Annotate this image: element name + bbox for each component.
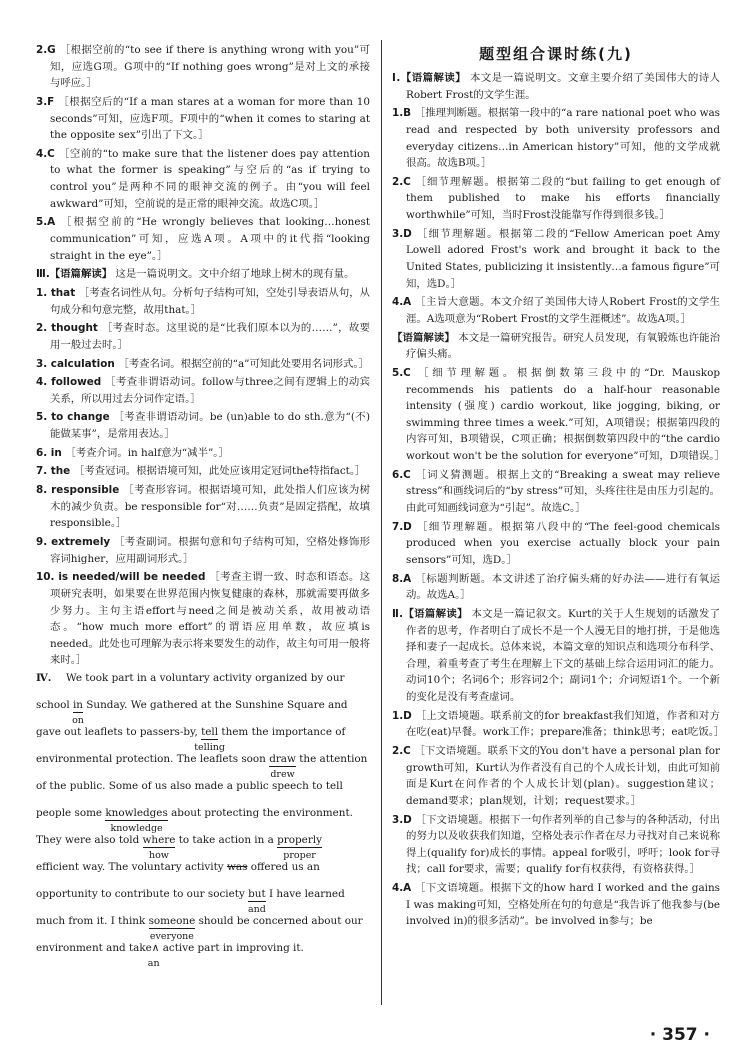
section-label: 【语篇解读】 — [400, 72, 467, 84]
item-number: 7. — [36, 465, 51, 478]
item-number: 8. — [36, 484, 52, 497]
section-text: 这是一篇说明文。文中介绍了地球上树木的现有量。 — [112, 268, 355, 281]
item-text: ［考查主谓一致、时态和语态。这项研究表明，如果要在世界范围内恢复健康的森林，那就需要再做多少努力。主句主语effort与need之间是被动关系，故用被动语态。“how much more effort”的谓语应用单数，故应填is needed。此处也可理解为表示将来要发生的动作，故主句可用一般将来时。］ — [50, 571, 371, 667]
item-text: ［考查形容词。根据语境可知，此处指人们应该为树木的减少负责。be responsible for“对……负责”是固定搭配，故填responsible。］ — [50, 484, 370, 530]
underlined-error: knowledges knowledge — [105, 807, 168, 835]
deleted-word: was — [226, 861, 248, 874]
answer-word: the — [50, 465, 74, 478]
item-text: ［主旨大意题。本文介绍了美国伟大诗人Robert Frost的文学生涯。A选项意为“Robert Frost的文学生涯概述”。故选A项。］ — [406, 296, 721, 325]
correction-word: how — [148, 850, 169, 862]
answer-item-l3 — [36, 94, 370, 144]
answer-word: that — [50, 286, 79, 299]
text-run: active part in improving it. — [159, 942, 304, 955]
answer-word: thought — [51, 322, 102, 335]
text-run: of the public. Some of us also made a public speech to tell — [36, 780, 343, 793]
text-run: They were also told — [36, 834, 143, 847]
item-text: ［空前的“to make sure that the listener does pay attention to what the former is speaking”与空后的“as if trying to control you”是两种不同的眼神交流的例子。由“you will feel awkward”可知，空前说的是正常的眼神交流。故选C项。］ — [50, 147, 370, 210]
answer-item-r4 — [392, 294, 720, 327]
item-text: ［细节理解题。根据倒数第三段中的“Dr. Mauskop recommends his patients do a half-hour reasonable intensity (强度) cardio workout, like jogging, biking, or swimming three times a week.”可知，A项错误；根据第四段的内容可知，B项错误，C项正确；根据倒数第四段中的“the cardio workout won't be the solution for everyone”可知，D项错误。］ — [406, 366, 725, 463]
answer-word: in — [50, 446, 66, 459]
underlined-error: draw drew — [269, 753, 296, 781]
answer-item-s4 — [36, 374, 370, 407]
answer-item-s2 — [36, 320, 370, 353]
item-number: 9. — [36, 535, 52, 548]
answer-item-r2 — [392, 174, 720, 224]
answer-word: is needed/will be needed — [58, 571, 210, 584]
answer-item-s5 — [36, 409, 370, 442]
text-run: to take action in a — [175, 834, 278, 847]
item-text: ［考查非谓语动词。be (un)able to do sth.意为“(不)能做某事”，是常用表达。］ — [50, 411, 370, 441]
text-run: environmental protection. The leaflets soon — [36, 753, 270, 766]
answer-item-s3 — [36, 356, 370, 373]
item-number: 1.D — [392, 709, 416, 722]
correction-word: on — [72, 715, 84, 727]
item-text: ［上文语境题。联系前文的for breakfast我们知道，作者和对方在吃(eat)早餐。work工作；prepare准备；think思考；eat吃饭。］ — [406, 709, 725, 739]
item-text: ［下文语境题。根据下一句作者列举的自己参与的各种活动，付出的努力以及收获我们知道，空格处表示作者在尽力寻找对自己来说称得上(qualify for)成长的事情。appeal for吸引，呼吁；look for寻找；call for要求，需要；qualify for有权获得，有资格获得。］ — [406, 813, 721, 876]
item-text: ［细节理解题。根据第二段的“but failing to get enough of them published to make his efforts financially worthwhile”可知，当时Frost没能靠写作得到很多钱。］ — [406, 175, 721, 222]
text-run: efficient way. The voluntary activity — [36, 861, 227, 874]
item-number: 3.F — [36, 95, 59, 108]
item-number: 2.C — [392, 175, 416, 188]
page-number: · 357 · — [649, 1025, 710, 1045]
item-number: 1.B — [392, 107, 415, 120]
text-run: people some — [36, 807, 106, 820]
item-text: ［根据空前的“He wrongly believes that looking…honest communication”可知，应选A项。A项中的it代指“looking straight in the eye”。］ — [50, 216, 370, 262]
answer-item-s1 — [36, 285, 370, 318]
section-text: 本文是一篇说明文。文章主要介绍了美国伟大的诗人Robert Frost的文学生涯。 — [406, 72, 720, 101]
item-number: 4. — [36, 376, 52, 389]
item-text: ［标题判断题。本文讲述了治疗偏头痛的好办法——进行有氧运动。故选A。］ — [406, 572, 721, 602]
text-run: should be concerned about our — [195, 915, 363, 928]
correction-word: knowledge — [110, 823, 163, 835]
correction-word: and — [247, 904, 266, 916]
section-text: 本文是一篇记叙文。Kurt的关于人生规划的话激发了作者的思考，作者明白了成长不是一个人漫无目的地打拼，于是他选择和妻子一起成长。总体来说，本篇文章的知识点和选项分布科学、合理，着重考查了考生在理解上下文的基础上综合运用词汇的能力。动词10个；名词6个；形容词2个；副词1个；介词短语1个。一个新的变化是没有考查虚词。 — [406, 607, 721, 704]
underlined-error: where how — [142, 834, 176, 862]
item-number: 1. — [36, 286, 51, 299]
text-run: Sunday. We gathered at the Sunshine Square and — [83, 699, 348, 712]
correction-line — [36, 698, 370, 725]
underlined-error: properly proper — [277, 834, 322, 862]
text-run: We took part in a voluntary activity organized by our — [66, 672, 345, 685]
section-label: 【语篇解读】 — [392, 331, 455, 344]
item-number: 2.G — [36, 44, 60, 56]
underlined-error: tell telling — [194, 726, 225, 754]
correction-line — [36, 860, 370, 887]
section-label: 【语篇解读】 — [49, 268, 113, 281]
section-label: 【语篇解读】 — [403, 607, 468, 620]
correction-word: everyone — [149, 931, 194, 943]
correction-line — [36, 806, 370, 833]
text-run: them the importance of — [218, 726, 346, 739]
answer-word: extremely — [51, 535, 115, 548]
correction-word: proper — [283, 850, 316, 862]
answer-item-r1 — [392, 105, 720, 172]
underlined-error: in on — [72, 699, 84, 727]
section-3-header — [36, 266, 370, 283]
item-number: 7.D — [392, 520, 417, 533]
correction-line — [36, 887, 370, 914]
item-text: ［考查副词。根据句意和句子结构可知，空格处修饰形容词higher，应用副词形式。］ — [50, 535, 371, 565]
item-number: 3.D — [392, 227, 417, 240]
answer-item-r7 — [392, 519, 720, 569]
item-number: 5.C — [392, 366, 419, 379]
section-2-header — [392, 606, 720, 706]
correction-line — [36, 725, 370, 752]
text-run: the attention — [295, 753, 368, 766]
text-run: opportunity to contribute to our society — [36, 888, 249, 901]
answer-item-s7 — [36, 463, 370, 480]
answer-item-r6 — [392, 467, 720, 517]
section-number: Ⅳ. — [36, 672, 52, 685]
item-number: 10. — [36, 571, 59, 584]
answer-item-l2 — [36, 42, 370, 92]
item-number: 6.C — [392, 468, 416, 481]
answer-item-s10 — [36, 569, 370, 669]
title-text: 题型组合课时练(九) — [479, 45, 633, 63]
item-number: 4.C — [36, 147, 59, 160]
item-number: 4.A — [392, 882, 416, 895]
item-text: ［考查冠词。根据语境可知，此处应该用定冠词the特指fact。］ — [73, 465, 366, 478]
text-run: offered us an — [247, 861, 320, 874]
item-number: 6. — [36, 446, 51, 459]
correction-word: telling — [194, 742, 225, 754]
correction-line — [36, 941, 370, 968]
item-number: 8.A — [392, 572, 416, 585]
correction-line — [36, 752, 370, 779]
section-text: 本文是一篇研究报告。研究人员发现，有氧锻炼也许能治疗偏头痛。 — [406, 331, 720, 361]
answer-item-l4 — [36, 146, 370, 213]
item-text: ［下文语境题。联系下文的You don't have a personal plan for growth可知，Kurt认为作者没有自己的个人成长计划，由此可知前面是Kurt在问作者的个人成长计划(plan)。suggestion建议；demand要求；plan规划，计划；request要求。］ — [406, 744, 721, 807]
answer-item-r5 — [392, 365, 725, 465]
text-run: gave out leaflets to passers-by, — [36, 726, 202, 739]
right-column — [392, 42, 725, 932]
item-number: 5. — [36, 411, 52, 424]
text-run: much from it. I think — [36, 915, 149, 928]
correction-line — [36, 833, 370, 860]
section-4-correction — [36, 671, 370, 968]
answer-item-r8 — [392, 571, 720, 604]
text-run: I have learned — [265, 888, 345, 901]
underlined-error: someone everyone — [148, 915, 196, 943]
item-text: ［考查名词性从句。分析句子结构可知，空处引导表语从句，从句成分和句意完整，故用that。］ — [50, 286, 371, 316]
item-text: ［考查时态。这里说的是“比我们原本以为的……”，故要用一般过去时。］ — [50, 322, 371, 351]
item-text: ［推理判断题。根据第一段中的“a rare national poet who was read and respected by both university professors and everyday citizens…in American history”可知，他的文学成就很高。故选B项。］ — [406, 107, 720, 170]
item-number: 5.A — [36, 216, 61, 229]
item-text: ［考查介词。in half意为“减半”。］ — [65, 446, 229, 459]
correction-word: an — [147, 958, 160, 970]
insertion-caret: ∧ an — [147, 942, 160, 970]
item-text: ［词义猜测题。根据上文的“Breaking a sweat may relieve stress”和画线词后的“by stress”可知，头疼往往是由压力引起的。由此可知画线词意为“引起”。故选C。］ — [406, 468, 720, 515]
item-text: ［考查非谓语动词。follow与three之间有逻辑上的动宾关系，所以用过去分词作定语。］ — [50, 376, 371, 405]
answer-item-r23 — [392, 812, 720, 879]
item-number: 2.C — [392, 744, 415, 757]
section-number: Ⅱ. — [392, 607, 404, 620]
answer-word: responsible — [51, 484, 124, 497]
correction-line — [36, 671, 370, 698]
exercise-title — [392, 42, 720, 66]
item-text: ［考查名词。根据空前的“a”可知此处要用名词形式。］ — [118, 357, 369, 370]
item-text: ［细节理解题。根据第二段的“Fellow American poet Amy Lowell adored Frost's work and brought it back to the United States, publicizing it insistently…a famous figure”可知，选D。］ — [406, 227, 720, 290]
item-number: 4.A — [392, 296, 416, 309]
item-text: ［细节理解题。根据第八段中的“The feel-good chemicals produced when you exercise actually block your pain sensors”可知，选D。］ — [406, 520, 720, 566]
correction-line — [36, 779, 370, 806]
answer-item-r3 — [392, 226, 720, 293]
answer-word: calculation — [50, 357, 119, 370]
text-run: school — [36, 699, 73, 712]
answer-item-l5 — [36, 214, 370, 264]
left-column — [36, 42, 370, 968]
item-text: ［根据空前的“to see if there is anything wrong with you”可知，应选G项。G项中的“If nothing goes wrong”是对上文的承接与呼应。］ — [50, 44, 370, 90]
column-divider — [381, 40, 382, 1005]
text-run: about protecting the environment. — [167, 807, 353, 820]
underlined-error: but and — [247, 888, 266, 916]
item-number: 2. — [36, 322, 52, 335]
item-text: ［根据空后的“If a man stares at a woman for more than 10 seconds”可知，应选F项。F项中的“when it comes to staring at the opposite sex”引出了下文。］ — [50, 95, 370, 142]
section-1-header — [392, 70, 720, 103]
answer-item-s9 — [36, 534, 370, 567]
correction-word: drew — [270, 769, 295, 781]
answer-item-r22 — [392, 743, 720, 810]
answer-word: followed — [51, 376, 106, 389]
section-number: Ⅰ. — [392, 72, 401, 84]
answer-item-s8 — [36, 482, 370, 532]
correction-line — [36, 914, 370, 941]
text-run: environment and take — [36, 942, 152, 955]
item-number: 3. — [36, 357, 51, 370]
item-number: 3.D — [392, 813, 416, 826]
item-text: ［下文语境题。根据下文的how hard I worked and the gains I was making可知，空格处所在句的句意是“我告诉了他我参与(be involved in)的很多活动”。be involved in参与；be — [406, 882, 720, 928]
answer-item-r24 — [392, 880, 720, 930]
section-number: Ⅲ. — [36, 268, 50, 281]
answer-item-r21 — [392, 708, 725, 741]
section-1b-header — [392, 330, 720, 363]
answer-word: to change — [51, 411, 114, 424]
answer-item-s6 — [36, 445, 370, 462]
